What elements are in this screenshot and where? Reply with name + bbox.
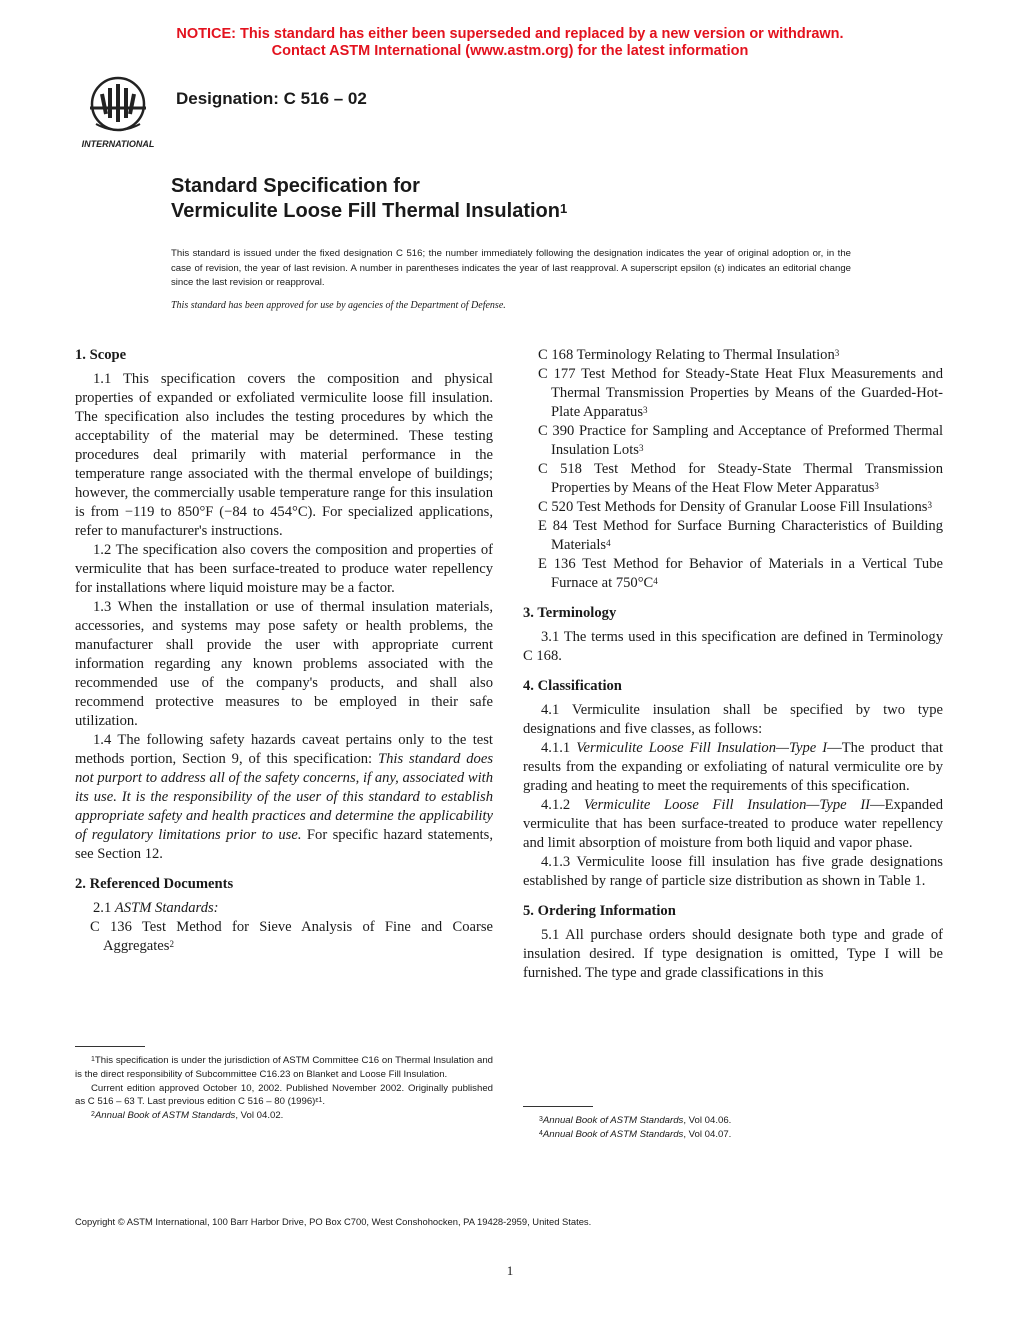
reference-text: C 520 Test Methods for Density of Granular Loose Fill Insulations [538, 499, 928, 515]
paragraph-4-1-1-term: Vermiculite Loose Fill Insulation—Type I [576, 740, 828, 756]
footnote-3-title: Annual Book of ASTM Standards [542, 1115, 684, 1126]
issue-note: This standard is issued under the fixed designation C 516; the number immediately following the designation indicates the year of original adoption or, in the case of revision, the year of last revision. A number in parentheses indicates the year of last reapproval. A superscript epsilon (ε) indicates an editorial change since the last revision or reapproval. [171, 248, 851, 288]
reference-text: C 518 Test Method for Steady-State Thermal Transmission Properties by Means of the Heat Flow Meter Apparatus [538, 461, 943, 496]
reference-text: C 177 Test Method for Steady-State Heat Flux Measurements and Thermal Transmission Properties by Means of the Guarded-Hot-Plate Apparatus [538, 366, 943, 420]
page-number: 1 [506, 1263, 514, 1278]
reference-item [75, 918, 493, 956]
reference-note: 4 [653, 576, 658, 586]
paragraph-4-1-3: 4.1.3 Vermiculite loose fill insulation has five grade designations established by range of particle size distribution as shown in Table 1. [523, 854, 943, 889]
paragraph-2-1 [75, 899, 493, 918]
footnote-2 [75, 1109, 493, 1123]
reference-note: 4 [606, 538, 611, 548]
section-heading-scope: 1. Scope [75, 347, 127, 363]
section-heading-referenced-documents: 2. Referenced Documents [75, 876, 234, 892]
reference-text: E 84 Test Method for Surface Burning Characteristics of Building Materials [538, 518, 943, 553]
footnotes-left [75, 1054, 493, 1123]
footnote-4-marker: 4 [539, 1129, 543, 1137]
footnote-1-edition: Current edition approved October 10, 2002. Published November 2002. Originally published as C 516 – 63 T. Last previous edition C 516 – 80 $(1996)^{\varepsilon 1}$. [75, 1082, 493, 1108]
footnote-rule-right [523, 1106, 593, 1107]
notice-line-2: Contact ASTM International (www.astm.org) for the latest information [271, 43, 749, 59]
paragraph-4-1-1-text: —The product that results from the expanding or exfoliating of natural vermiculite ore by grading and heating to meet the requirements of this specification. [523, 740, 944, 794]
reference-item [523, 460, 943, 498]
paragraph-3-1: 3.1 The terms used in this specification are defined in Terminology C 168. [523, 629, 943, 664]
reference-note: 3 [927, 500, 932, 510]
footnote-1-marker: 1 [91, 1056, 95, 1063]
paragraph-2-1-label: ASTM Standards: [114, 900, 219, 916]
paragraph-5-1: 5.1 All purchase orders should designate both type and grade of insulation desired. If type designation is omitted, Type I will be furnished. The type and grade classifications in this [523, 927, 943, 981]
paragraph-1-4-caveat: This standard does not purport to address all of the safety concerns, if any, associated with its use. It is the responsibility of the user of this standard to establish appropriate safety and health practices and determine the applicability of regulatory limitations prior to use. [75, 751, 493, 843]
footnote-1-edition-text: Current edition approved October 10, 2002. Published November 2002. Originally published as C 516 – 63 T. Last previous edition C 516 – 80 (1996) [75, 1082, 493, 1108]
reference-text: C 390 Practice for Sampling and Acceptance of Preformed Thermal Insulation Lots [538, 423, 943, 458]
paragraph-1-4-end: For specific hazard statements, see Section 12. [75, 827, 493, 862]
footnote-3-marker: 3 [539, 1116, 543, 1123]
reference-item [523, 422, 943, 460]
paragraph-4-1-2 [523, 796, 943, 853]
reference-note: 3 [834, 348, 840, 358]
reference-item [523, 346, 943, 365]
right-column [523, 346, 943, 983]
paragraph-4-1-2-num: 4.1.2 [541, 797, 584, 813]
footnote-2-marker: 2 [91, 1111, 95, 1119]
reference-text: C 136 Test Method for Sieve Analysis of Fine and Coarse Aggregates [90, 919, 493, 954]
paragraph-1-1: 1.1 This specification covers the composition and physical properties of expanded or exfoliated vermiculite loose fill insulation. The specification also includes the testing procedures by which the acceptability of the material may be determined. These testing procedures deal primarily with material performance in the temperature range associated with the thermal envelope of buildings; however, the commercially usable temperature range for this insulation is from −119 to 850°F (−84 to 454°C). For specialized applications, refer to manufacturer's instructions. [75, 371, 493, 539]
notice-line-1: NOTICE: This standard has either been superseded and replaced by a new version or withdrawn. [176, 26, 844, 42]
title-line-1: Standard Specification for [171, 175, 420, 197]
section-heading-ordering: 5. Ordering Information [523, 903, 676, 919]
reference-note: 3 [643, 405, 648, 415]
notice-banner [0, 26, 1020, 60]
title-footnote-marker: 1 [559, 201, 568, 216]
footnote-4 [523, 1128, 943, 1142]
section-heading-terminology: 3. Terminology [523, 605, 617, 621]
paragraph-4-1-2-term: Vermiculite Loose Fill Insulation—Type II [583, 797, 871, 813]
title-line-2-text: Vermiculite Loose Fill Thermal Insulation [171, 200, 560, 222]
footnote-2-text: , Vol 04.02. [235, 1110, 284, 1122]
paragraph-1-4 [75, 731, 493, 864]
reference-note: 3 [638, 443, 644, 453]
designation: Designation: C 516 – 02 [176, 89, 367, 108]
paragraph-4-1-2-text: —Expanded vermiculite that has been surface-treated to produce water repellency and limit absorption of moisture from both liquid and vapor phase. [523, 797, 943, 851]
footnote-1 [75, 1054, 493, 1082]
footnote-rule-left [75, 1046, 145, 1047]
dod-approval-note: This standard has been approved for use by agencies of the Department of Defense. [171, 300, 506, 311]
footnote-4-title: Annual Book of ASTM Standards [542, 1128, 684, 1140]
footnote-1-text: This specification is under the jurisdiction of ASTM Committee C16 on Thermal Insulation and is the direct responsibility of Subcommittee C16.23 on Blanket and Loose Fill Insulation. [75, 1055, 493, 1080]
left-column [75, 346, 493, 956]
paragraph-4-1-1-num: 4.1.1 [541, 740, 577, 756]
paragraph-4-1: 4.1 Vermiculite insulation shall be specified by two type designations and five classes, as follows: [523, 702, 943, 737]
title-line-2 [171, 199, 567, 224]
reference-item [523, 555, 943, 593]
footnote-3 [523, 1114, 943, 1128]
paragraph-4-1-1 [523, 739, 943, 796]
reference-item [523, 365, 943, 422]
section-heading-classification: 4. Classification [523, 678, 622, 694]
copyright: Copyright © ASTM International, 100 Barr Harbor Drive, PO Box C700, West Conshohocken, PA 19428-2959, United States. [75, 1216, 592, 1227]
reference-text: E 136 Test Method for Behavior of Materials in a Vertical Tube Furnace at 750°C [538, 556, 943, 591]
paragraph-1-3: 1.3 When the installation or use of thermal insulation materials, accessories, and systems may pose safety or health problems, the manufacturer shall provide the user with appropriate current information regarding any known problems associated with the recommended use of the company's products, and shall also recommend protective measures to be employed in their safe utilization. [75, 599, 493, 729]
reference-text: C 168 Terminology Relating to Thermal Insulation [538, 347, 835, 363]
footnote-2-title: Annual Book of ASTM Standards [94, 1110, 236, 1122]
footnote-1-edition-sup: ε1 [315, 1097, 323, 1105]
paragraph-1-4-start: 1.4 The following safety hazards caveat pertains only to the test methods portion, Section 9, of this specification: [75, 732, 493, 767]
page-title [171, 174, 567, 224]
reference-note: 3 [874, 481, 879, 491]
footnotes-right [523, 1114, 943, 1142]
logo-text: INTERNATIONAL [81, 139, 155, 149]
footnote-4-text: , Vol 04.07. [683, 1128, 732, 1140]
astm-logo-icon [76, 74, 160, 150]
reference-item [523, 498, 943, 517]
reference-note: 2 [169, 939, 174, 949]
paragraph-2-1-num: 2.1 [93, 900, 115, 916]
paragraph-1-2: 1.2 The specification also covers the composition and properties of vermiculite that has been surface-treated to produce water repellency for installations where liquid moisture may be a factor. [75, 542, 493, 596]
footnote-3-text: , Vol 04.06. [683, 1115, 732, 1126]
reference-item [523, 517, 943, 555]
